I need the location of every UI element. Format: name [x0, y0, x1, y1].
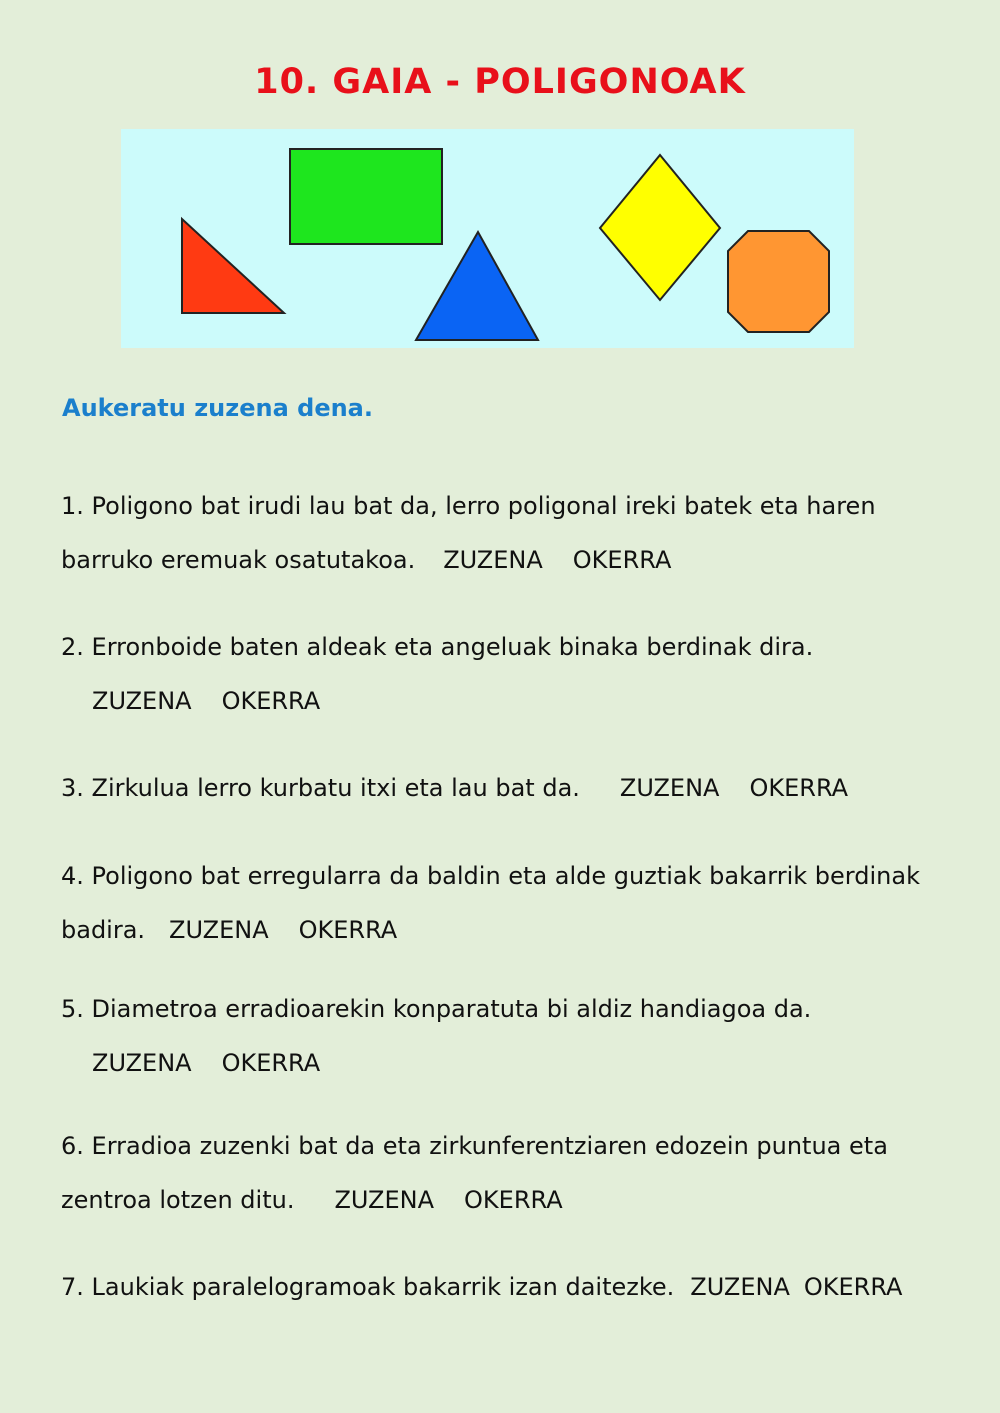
- option-zuzena[interactable]: ZUZENA: [169, 916, 269, 944]
- question-text: 7. Laukiak paralelogramoak bakarrik izan daitezke.: [61, 1273, 675, 1301]
- option-okerra[interactable]: OKERRA: [749, 774, 849, 802]
- polygons-illustration: [121, 129, 854, 348]
- option-zuzena[interactable]: ZUZENA: [619, 774, 720, 802]
- question-text: 3. Zirkulua lerro kurbatu itxi eta lau bat da.: [61, 774, 580, 802]
- option-zuzena[interactable]: ZUZENA: [690, 1273, 790, 1301]
- instruction: Aukeratu zuzena dena.: [62, 394, 373, 422]
- option-okerra[interactable]: OKERRA: [221, 687, 321, 715]
- question-text: barruko eremuak osatutakoa.: [61, 546, 416, 574]
- question-text: zentroa lotzen ditu.: [61, 1186, 295, 1214]
- question-text: 6. Erradioa zuzenki bat da eta zirkunferentziaren edozein puntua eta: [61, 1132, 888, 1160]
- option-zuzena[interactable]: ZUZENA: [92, 687, 192, 715]
- option-zuzena[interactable]: ZUZENA: [334, 1186, 435, 1214]
- question-2: [61, 620, 961, 728]
- question-5: [61, 982, 961, 1090]
- octagon-shape: [728, 231, 829, 332]
- option-okerra[interactable]: OKERRA: [221, 1049, 321, 1077]
- option-okerra[interactable]: OKERRA: [298, 916, 398, 944]
- option-zuzena[interactable]: ZUZENA: [443, 546, 543, 574]
- question-text: badira.: [61, 916, 146, 944]
- page-title: 10. GAIA - POLIGONOAK: [254, 62, 746, 102]
- question-6: [61, 1119, 961, 1227]
- question-text: 4. Poligono bat erregularra da baldin eta alde guztiak bakarrik berdinak: [61, 862, 920, 890]
- question-3: [61, 761, 961, 815]
- question-1: [61, 479, 961, 587]
- option-okerra[interactable]: OKERRA: [464, 1186, 563, 1214]
- question-4: [61, 849, 961, 957]
- option-okerra[interactable]: OKERRA: [803, 1273, 903, 1301]
- option-okerra[interactable]: OKERRA: [572, 546, 672, 574]
- question-7: [61, 1260, 991, 1314]
- question-text: 2. Erronboide baten aldeak eta angeluak binaka berdinak dira.: [61, 633, 814, 661]
- rectangle-shape: [290, 149, 442, 244]
- question-text: 5. Diametroa erradioarekin konparatuta bi aldiz handiagoa da.: [61, 995, 812, 1023]
- question-text: 1. Poligono bat irudi lau bat da, lerro poligonal ireki batek eta haren: [61, 492, 876, 520]
- option-zuzena[interactable]: ZUZENA: [92, 1049, 192, 1077]
